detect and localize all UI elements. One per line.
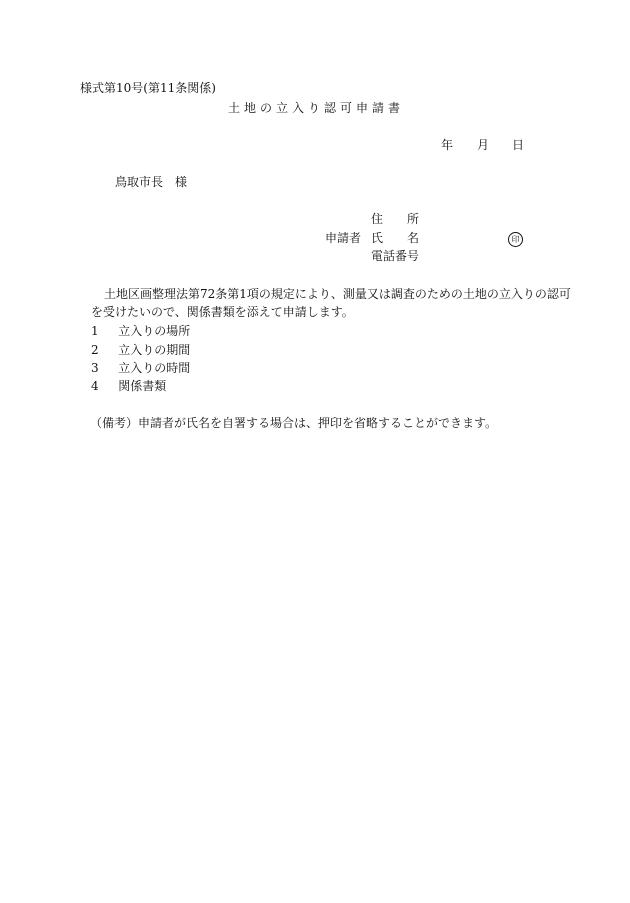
applicant-phone-label: 電話番号 [371,249,420,263]
date-year-label: 年 [441,138,454,152]
item-number: 1 [91,324,99,338]
date-day-label: 日 [512,138,525,152]
list-item [91,378,166,394]
item-label: 立入りの場所 [118,324,191,338]
body-line-1: 土地区画整理法第72条第1項の規定により、測量又は調査のための土地の立入りの認可 [104,287,571,301]
applicant-label: 申請者 [325,231,362,245]
item-label: 関係書類 [118,379,167,393]
seal-icon: 印 [508,232,523,247]
body-line-2: を受けたいので、関係書類を添えて申請します。 [91,305,354,319]
applicant-address-label: 住 所 [371,212,420,226]
item-label: 立入りの時間 [118,361,191,375]
form-number: 様式第10号(第11条関係) [80,81,216,95]
item-number: 3 [91,361,99,375]
remark-note: （備考）申請者が氏名を自署する場合は、押印を省略することができます。 [90,416,498,430]
addressee: 鳥取市長 様 [115,175,188,189]
seal-mark [508,230,523,247]
item-number: 2 [91,343,99,357]
page-title: 土地の立入り認可申請書 [228,101,405,115]
item-number: 4 [91,379,99,393]
date-month-label: 月 [477,138,490,152]
applicant-name-label: 氏 名 [371,231,420,245]
list-item [91,360,190,376]
list-item [91,342,190,358]
item-label: 立入りの期間 [118,343,191,357]
list-item [91,323,190,339]
